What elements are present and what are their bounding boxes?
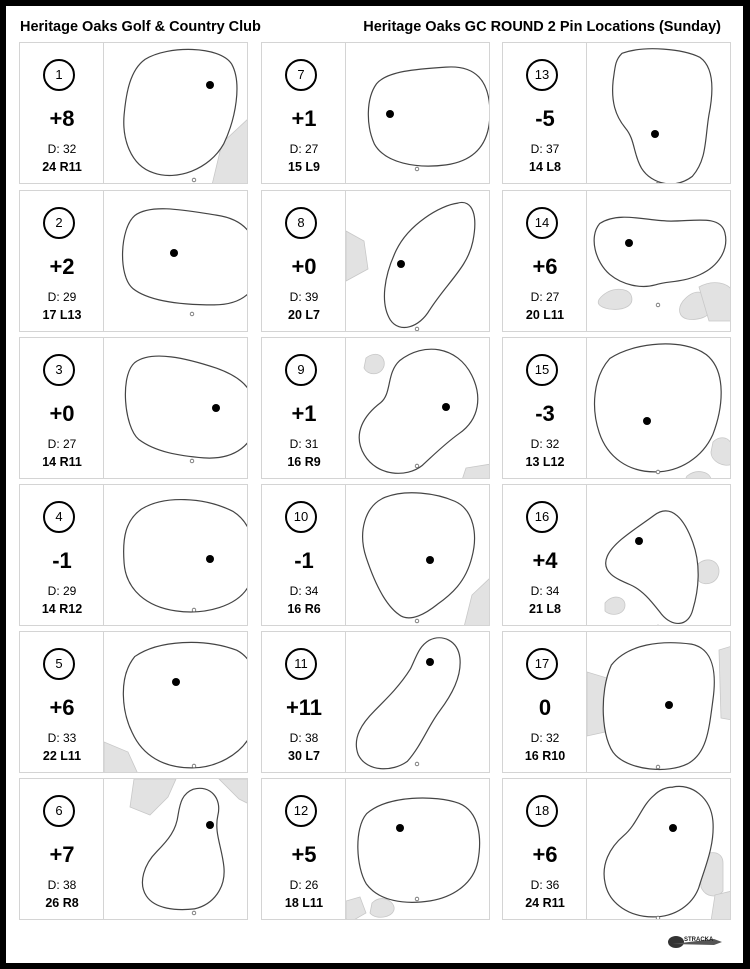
hole-number: 5 (43, 648, 75, 680)
front-marker (415, 762, 419, 766)
pin-dot (651, 130, 659, 138)
pin-dot (396, 824, 404, 832)
bunker-shape (219, 779, 248, 804)
green-surface (596, 219, 724, 284)
hole-card (19, 778, 248, 920)
green-depth: D: 27 (530, 290, 560, 304)
hole-score: +7 (49, 842, 75, 867)
club-name: Heritage Oaks Golf & Country Club (20, 19, 261, 35)
pin-position: 26 R8 (45, 896, 79, 910)
hole-number: 18 (526, 795, 558, 827)
pin-position: 24 R11 (42, 160, 82, 174)
pin-dot (170, 249, 178, 257)
hole-score: -5 (535, 106, 555, 131)
hole-number: 8 (285, 207, 317, 239)
green-diagram (104, 779, 248, 920)
hole-info (262, 43, 346, 183)
green-depth: D: 38 (47, 878, 77, 892)
green-depth: D: 32 (530, 731, 560, 745)
pin-dot (643, 417, 651, 425)
front-marker (192, 764, 196, 768)
hole-info (20, 191, 104, 331)
bunker-shape (719, 646, 731, 720)
green-surface (606, 788, 711, 915)
hole-card (502, 337, 731, 479)
green-diagram (346, 338, 490, 479)
green-diagram (346, 485, 490, 626)
hole-number: 13 (526, 59, 558, 91)
hole-number: 2 (43, 207, 75, 239)
green-depth: D: 27 (289, 142, 319, 156)
front-marker (656, 303, 660, 307)
hole-info (20, 338, 104, 478)
hole-info (262, 191, 346, 331)
green-depth: D: 29 (47, 584, 77, 598)
hole-card (19, 42, 248, 184)
pin-position: 16 R9 (287, 455, 321, 469)
green-depth: D: 26 (289, 878, 319, 892)
hole-number: 12 (285, 795, 317, 827)
bunker-shape (462, 464, 490, 479)
hole-card (19, 190, 248, 332)
green-diagram (346, 632, 490, 773)
hole-info (503, 191, 587, 331)
hole-info (503, 632, 587, 772)
hole-number: 1 (43, 59, 75, 91)
hole-score: +4 (532, 548, 558, 573)
hole-card (261, 631, 490, 773)
hole-info (262, 485, 346, 625)
pin-position: 20 L11 (525, 308, 565, 322)
pin-dot (669, 824, 677, 832)
pin-dot (625, 239, 633, 247)
front-marker (656, 182, 660, 184)
hole-score: +6 (532, 842, 558, 867)
green-surface (127, 358, 248, 456)
green-depth: D: 38 (289, 731, 319, 745)
pin-position: 16 R6 (287, 602, 321, 616)
green-depth: D: 27 (47, 437, 77, 451)
pin-position: 22 L11 (42, 749, 82, 763)
hole-card (502, 42, 731, 184)
bunker-shape (605, 597, 625, 614)
hole-info (20, 43, 104, 183)
pin-position: 14 R12 (41, 602, 83, 616)
green-depth: D: 34 (289, 584, 319, 598)
front-marker (192, 608, 196, 612)
pin-position: 13 L12 (525, 455, 565, 469)
hole-info (20, 485, 104, 625)
hole-score: +11 (285, 695, 323, 720)
pin-position: 17 L13 (42, 308, 82, 322)
green-depth: D: 36 (530, 878, 560, 892)
front-marker (656, 625, 660, 626)
bunker-shape (598, 289, 632, 309)
front-marker (415, 897, 419, 901)
green-diagram (346, 779, 490, 920)
pin-dot (386, 110, 394, 118)
green-surface (605, 645, 712, 768)
green-surface (596, 346, 719, 470)
green-diagram (587, 191, 731, 332)
hole-info (262, 338, 346, 478)
hole-score: -1 (294, 548, 314, 573)
pin-dot (206, 555, 214, 563)
bunker-shape (130, 779, 176, 815)
pin-dot (426, 658, 434, 666)
pin-dot (206, 821, 214, 829)
front-marker (415, 464, 419, 468)
hole-info (503, 485, 587, 625)
hole-number: 15 (526, 354, 558, 386)
green-depth: D: 34 (530, 584, 560, 598)
hole-score: +8 (49, 106, 75, 131)
hole-card (19, 631, 248, 773)
front-marker (656, 765, 660, 769)
hole-card (261, 778, 490, 920)
hole-card (261, 42, 490, 184)
front-marker (656, 916, 660, 920)
pin-dot (397, 260, 405, 268)
hole-number: 11 (285, 648, 317, 680)
hole-score: +0 (291, 254, 317, 279)
pin-dot (426, 556, 434, 564)
pin-dot (212, 404, 220, 412)
green-depth: D: 32 (530, 437, 560, 451)
pin-position: 18 L11 (284, 896, 324, 910)
green-depth: D: 33 (47, 731, 77, 745)
green-diagram (587, 43, 731, 184)
hole-card (502, 778, 731, 920)
bunker-shape (464, 577, 490, 626)
front-marker (192, 911, 196, 915)
hole-card (19, 484, 248, 626)
front-marker (415, 167, 419, 171)
stracka-logo (666, 931, 726, 953)
pin-dot (172, 678, 180, 686)
hole-info (262, 632, 346, 772)
pin-dot (206, 81, 214, 89)
hole-card (261, 337, 490, 479)
pin-position: 21 L8 (529, 602, 561, 616)
green-diagram (104, 191, 248, 332)
hole-info (503, 43, 587, 183)
hole-card (261, 484, 490, 626)
pin-position: 24 R11 (525, 896, 565, 910)
green-depth: D: 39 (289, 290, 319, 304)
front-marker (415, 327, 419, 331)
hole-info (20, 632, 104, 772)
bunker-shape (346, 897, 366, 920)
hole-number: 16 (526, 501, 558, 533)
hole-number: 4 (43, 501, 75, 533)
green-surface (615, 51, 710, 182)
front-marker (656, 470, 660, 474)
green-diagram (346, 191, 490, 332)
green-surface (124, 211, 248, 303)
hole-score: -3 (535, 401, 555, 426)
pin-dot (442, 403, 450, 411)
hole-score: +6 (532, 254, 558, 279)
green-surface (365, 495, 473, 616)
pin-position: 16 R10 (524, 749, 566, 763)
hole-info (262, 779, 346, 919)
hole-card (502, 631, 731, 773)
sheet-title: Heritage Oaks GC ROUND 2 Pin Locations (Sunday) (363, 19, 721, 35)
hole-score: -1 (52, 548, 72, 573)
logo-text: STRACKA (684, 937, 714, 943)
green-surface (126, 51, 235, 173)
green-diagram (104, 43, 248, 184)
hole-number: 17 (526, 648, 558, 680)
pin-position: 20 L7 (288, 308, 320, 322)
green-diagram (346, 43, 490, 184)
green-depth: D: 37 (530, 142, 560, 156)
green-diagram (104, 338, 248, 479)
front-marker (190, 459, 194, 463)
front-marker (190, 312, 194, 316)
pin-dot (635, 537, 643, 545)
hole-info (503, 779, 587, 919)
pin-position: 15 L9 (288, 160, 320, 174)
pin-dot (665, 701, 673, 709)
hole-number: 6 (43, 795, 75, 827)
hole-score: +1 (291, 106, 317, 131)
green-surface (125, 644, 248, 766)
pin-position: 14 L8 (529, 160, 561, 174)
hole-card (502, 484, 731, 626)
bunker-shape (685, 472, 711, 479)
bunker-shape (711, 438, 731, 466)
hole-score: +6 (49, 695, 75, 720)
green-diagram (104, 485, 248, 626)
green-surface (360, 800, 478, 901)
green-surface (126, 501, 248, 610)
green-diagram (587, 485, 731, 626)
hole-score: +2 (49, 254, 75, 279)
green-depth: D: 32 (47, 142, 77, 156)
bunker-shape (364, 354, 384, 373)
hole-number: 10 (285, 501, 317, 533)
bunker-shape (346, 231, 368, 281)
hole-score: +1 (291, 401, 317, 426)
hole-card (261, 190, 490, 332)
green-depth: D: 29 (47, 290, 77, 304)
green-diagram (587, 338, 731, 479)
pin-sheet (6, 6, 743, 963)
green-depth: D: 31 (289, 437, 319, 451)
hole-info (503, 338, 587, 478)
green-diagram (587, 779, 731, 920)
hole-number: 7 (285, 59, 317, 91)
hole-score: +0 (49, 401, 75, 426)
green-diagram (587, 632, 731, 773)
hole-score: 0 (538, 695, 552, 720)
front-marker (192, 178, 196, 182)
hole-card (19, 337, 248, 479)
hole-score: +5 (291, 842, 317, 867)
hole-number: 14 (526, 207, 558, 239)
green-diagram (104, 632, 248, 773)
hole-info (20, 779, 104, 919)
front-marker (415, 619, 419, 623)
hole-number: 9 (285, 354, 317, 386)
bunker-shape (370, 899, 394, 918)
hole-card (502, 190, 731, 332)
green-surface (358, 640, 458, 767)
pin-position: 14 R11 (42, 455, 82, 469)
pin-position: 30 L7 (288, 749, 320, 763)
hole-number: 3 (43, 354, 75, 386)
bunker-shape (104, 742, 138, 773)
